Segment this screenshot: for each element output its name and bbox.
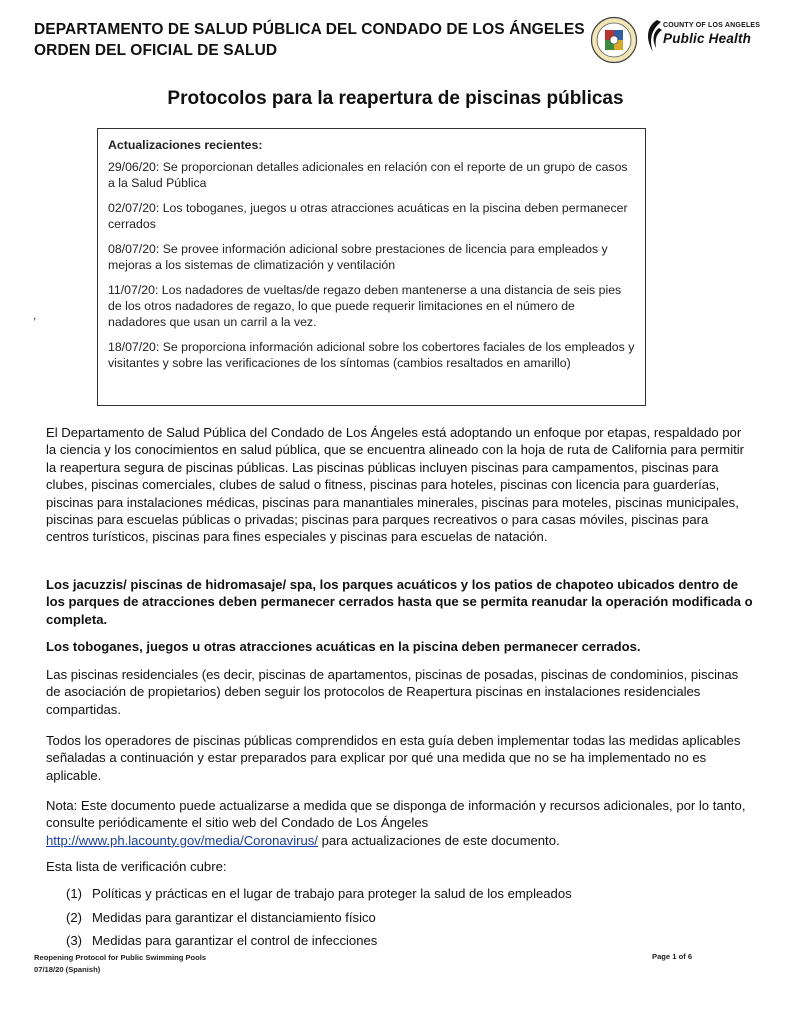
slides-closed-notice: Los toboganes, juegos u otras atracciones acuáticas en la piscina deben permanecer cerrados. <box>46 639 641 654</box>
list-item-text: Medidas para garantizar el distanciamiento físico <box>92 909 376 925</box>
list-item-number: (1) <box>66 886 83 901</box>
update-item: 11/07/20: Los nadadores de vueltas/de regazo deben mantenerse a una distancia de seis pies de los otros nadadores de regazo, lo que puede requerir limitaciones en el número de nadadores que usan un carril a la vez. <box>108 283 622 329</box>
list-item-text: Políticas y prácticas en el lugar de trabajo para proteger la salud de los empleados <box>92 886 572 901</box>
list-item-number: (3) <box>66 933 83 948</box>
document-title: Protocolos para la reapertura de piscinas públicas <box>167 88 624 109</box>
list-item <box>66 906 572 930</box>
update-item: 08/07/20: Se provee información adicional sobre prestaciones de licencia para empleados y mejoras a los sistemas de climatización y ventilación <box>108 242 608 272</box>
intro-paragraph: El Departamento de Salud Pública del Condado de Los Ángeles está adoptando un enfoque por etapas, respaldado por la ciencia y los conocimientos en salud pública, que se encuentra alineado con la hoja de ruta de California para permitir la reapertura segura de piscinas públicas. Las piscinas públicas incluyen piscinas para campamentos, piscinas para clubes, piscinas comerciales, clubes de salud o fitness, piscinas para hoteles, piscinas con licencia para guarderías, piscinas para instalaciones médicas, piscinas para manantiales minerales, piscinas para moteles, piscinas municipales, piscinas para escuelas públicas o privadas; piscinas para parques recreativos o para casas móviles, piscinas para centros turísticos, piscinas para fines especiales y piscinas para escuelas de natación. <box>46 425 745 545</box>
list-item <box>66 929 572 953</box>
updates-heading: Actualizaciones recientes: <box>108 138 263 152</box>
residential-pools-paragraph: Las piscinas residenciales (es decir, piscinas de apartamentos, piscinas de posadas, piscinas de condominios, piscinas de asociación de propietarios) deben seguir los protocolos de Reapertura piscinas en instalaciones residenciales compartidas. <box>46 667 739 717</box>
note-text-end: para actualizaciones de este documento. <box>317 832 560 848</box>
update-item: 02/07/20: Los toboganes, juegos u otras atracciones acuáticas en la piscina deben permanecer cerrados <box>108 201 628 231</box>
update-item: 18/07/20: Se proporciona información adicional sobre los cobertores faciales de los empleados y visitantes y sobre las verificaciones de los síntomas (cambios resaltados en amarillo) <box>108 340 635 370</box>
department-header <box>34 19 585 61</box>
footer-document-name: Reopening Protocol for Public Swimming Pools <box>34 953 207 962</box>
order-title: ORDEN DEL OFICIAL DE SALUD <box>34 42 278 59</box>
checklist-intro: Esta lista de verificación cubre: <box>46 859 227 874</box>
public-health-logo <box>643 18 763 58</box>
operators-paragraph: Todos los operadores de piscinas públicas comprendidos en esta guía deben implementar todas las medidas aplicables señaladas a continuación y estar preparados para explicar por qué una medida que no se ha implementado no es aplicable. <box>46 733 741 783</box>
closures-notice: Los jacuzzis/ piscinas de hidromasaje/ spa, los parques acuáticos y los patios de chapoteo ubicados dentro de los parques de atracciones deben permanecer cerrados hasta que se permita reanudar la operación modificada o completa. <box>46 577 753 627</box>
coronavirus-website-link[interactable]: http://www.ph.lacounty.gov/media/Coronavirus/ <box>46 832 318 848</box>
county-seal-icon <box>590 16 638 64</box>
note-paragraph <box>46 797 754 849</box>
list-item <box>66 882 572 906</box>
footer-document-date: 07/18/20 (Spanish) <box>34 965 101 974</box>
logo-county-text: COUNTY OF LOS ANGELES <box>663 22 761 29</box>
recent-updates-box <box>97 128 646 406</box>
update-item: 29/06/20: Se proporcionan detalles adicionales en relación con el reporte de un grupo de casos a la Salud Pública <box>108 160 628 190</box>
note-text: Nota: Este documento puede actualizarse a medida que se disponga de información y recursos adicionales, por lo tanto, consulte periódicamente el sitio web del Condado de Los Ángeles <box>46 798 746 831</box>
list-item-text: Medidas para garantizar el control de infecciones <box>92 933 378 948</box>
footer-document-info <box>34 952 206 976</box>
department-name: DEPARTAMENTO DE SALUD PÚBLICA DEL CONDADO DE LOS ÁNGELES <box>34 21 585 38</box>
public-health-mark-icon <box>643 18 663 54</box>
logo-public-health-text: Public Health <box>663 31 752 46</box>
list-item-number: (2) <box>66 909 83 925</box>
stray-comma: , <box>33 308 37 322</box>
page-number: Page 1 of 6 <box>652 952 693 961</box>
checklist <box>66 882 572 953</box>
